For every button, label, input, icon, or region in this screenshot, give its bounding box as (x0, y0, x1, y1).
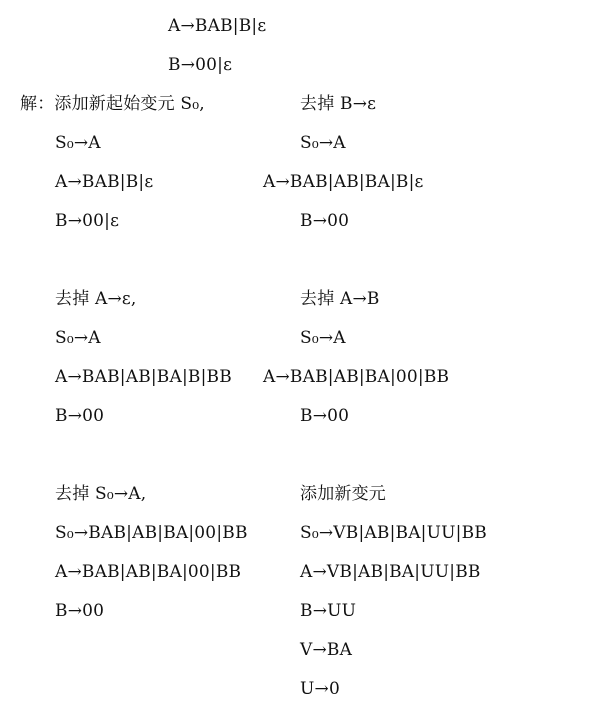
step2-title: 去掉 B→ε (300, 94, 377, 114)
step5-title: 去掉 S₀→A, (55, 484, 147, 504)
step5-line-1: S₀→BAB|AB|BA|00|BB (55, 523, 248, 543)
step2-line-3: B→00 (300, 211, 350, 231)
step5-line-3: B→00 (55, 601, 105, 621)
step6-line-3: B→UU (300, 601, 357, 621)
grammar-rule-a: A→BAB|B|ε (168, 16, 267, 36)
step6-line-2: A→VB|AB|BA|UU|BB (300, 562, 481, 582)
step5-line-2: A→BAB|AB|BA|00|BB (55, 562, 242, 582)
step2-line-2: A→BAB|AB|BA|B|ε (263, 172, 424, 192)
step1-line-3: B→00|ε (55, 211, 120, 231)
step3-line-1: S₀→A (55, 328, 101, 348)
step6-line-5: U→0 (300, 679, 340, 699)
step3-line-2: A→BAB|AB|BA|B|BB (55, 367, 232, 387)
step4-title: 去掉 A→B (300, 289, 380, 309)
step3-title: 去掉 A→ε, (55, 289, 137, 309)
step6-title: 添加新变元 (300, 484, 386, 504)
step1-line-1: S₀→A (55, 133, 101, 153)
step6-line-4: V→BA (300, 640, 353, 660)
step1-line-2: A→BAB|B|ε (55, 172, 154, 192)
step4-line-2: A→BAB|AB|BA|00|BB (263, 367, 450, 387)
step4-line-1: S₀→A (300, 328, 346, 348)
grammar-rule-b: B→00|ε (168, 55, 233, 75)
step6-line-1: S₀→VB|AB|BA|UU|BB (300, 523, 487, 543)
solution-intro: 解：添加新起始变元 S₀, (20, 94, 205, 114)
step4-line-3: B→00 (300, 406, 350, 426)
step3-line-3: B→00 (55, 406, 105, 426)
step2-line-1: S₀→A (300, 133, 346, 153)
